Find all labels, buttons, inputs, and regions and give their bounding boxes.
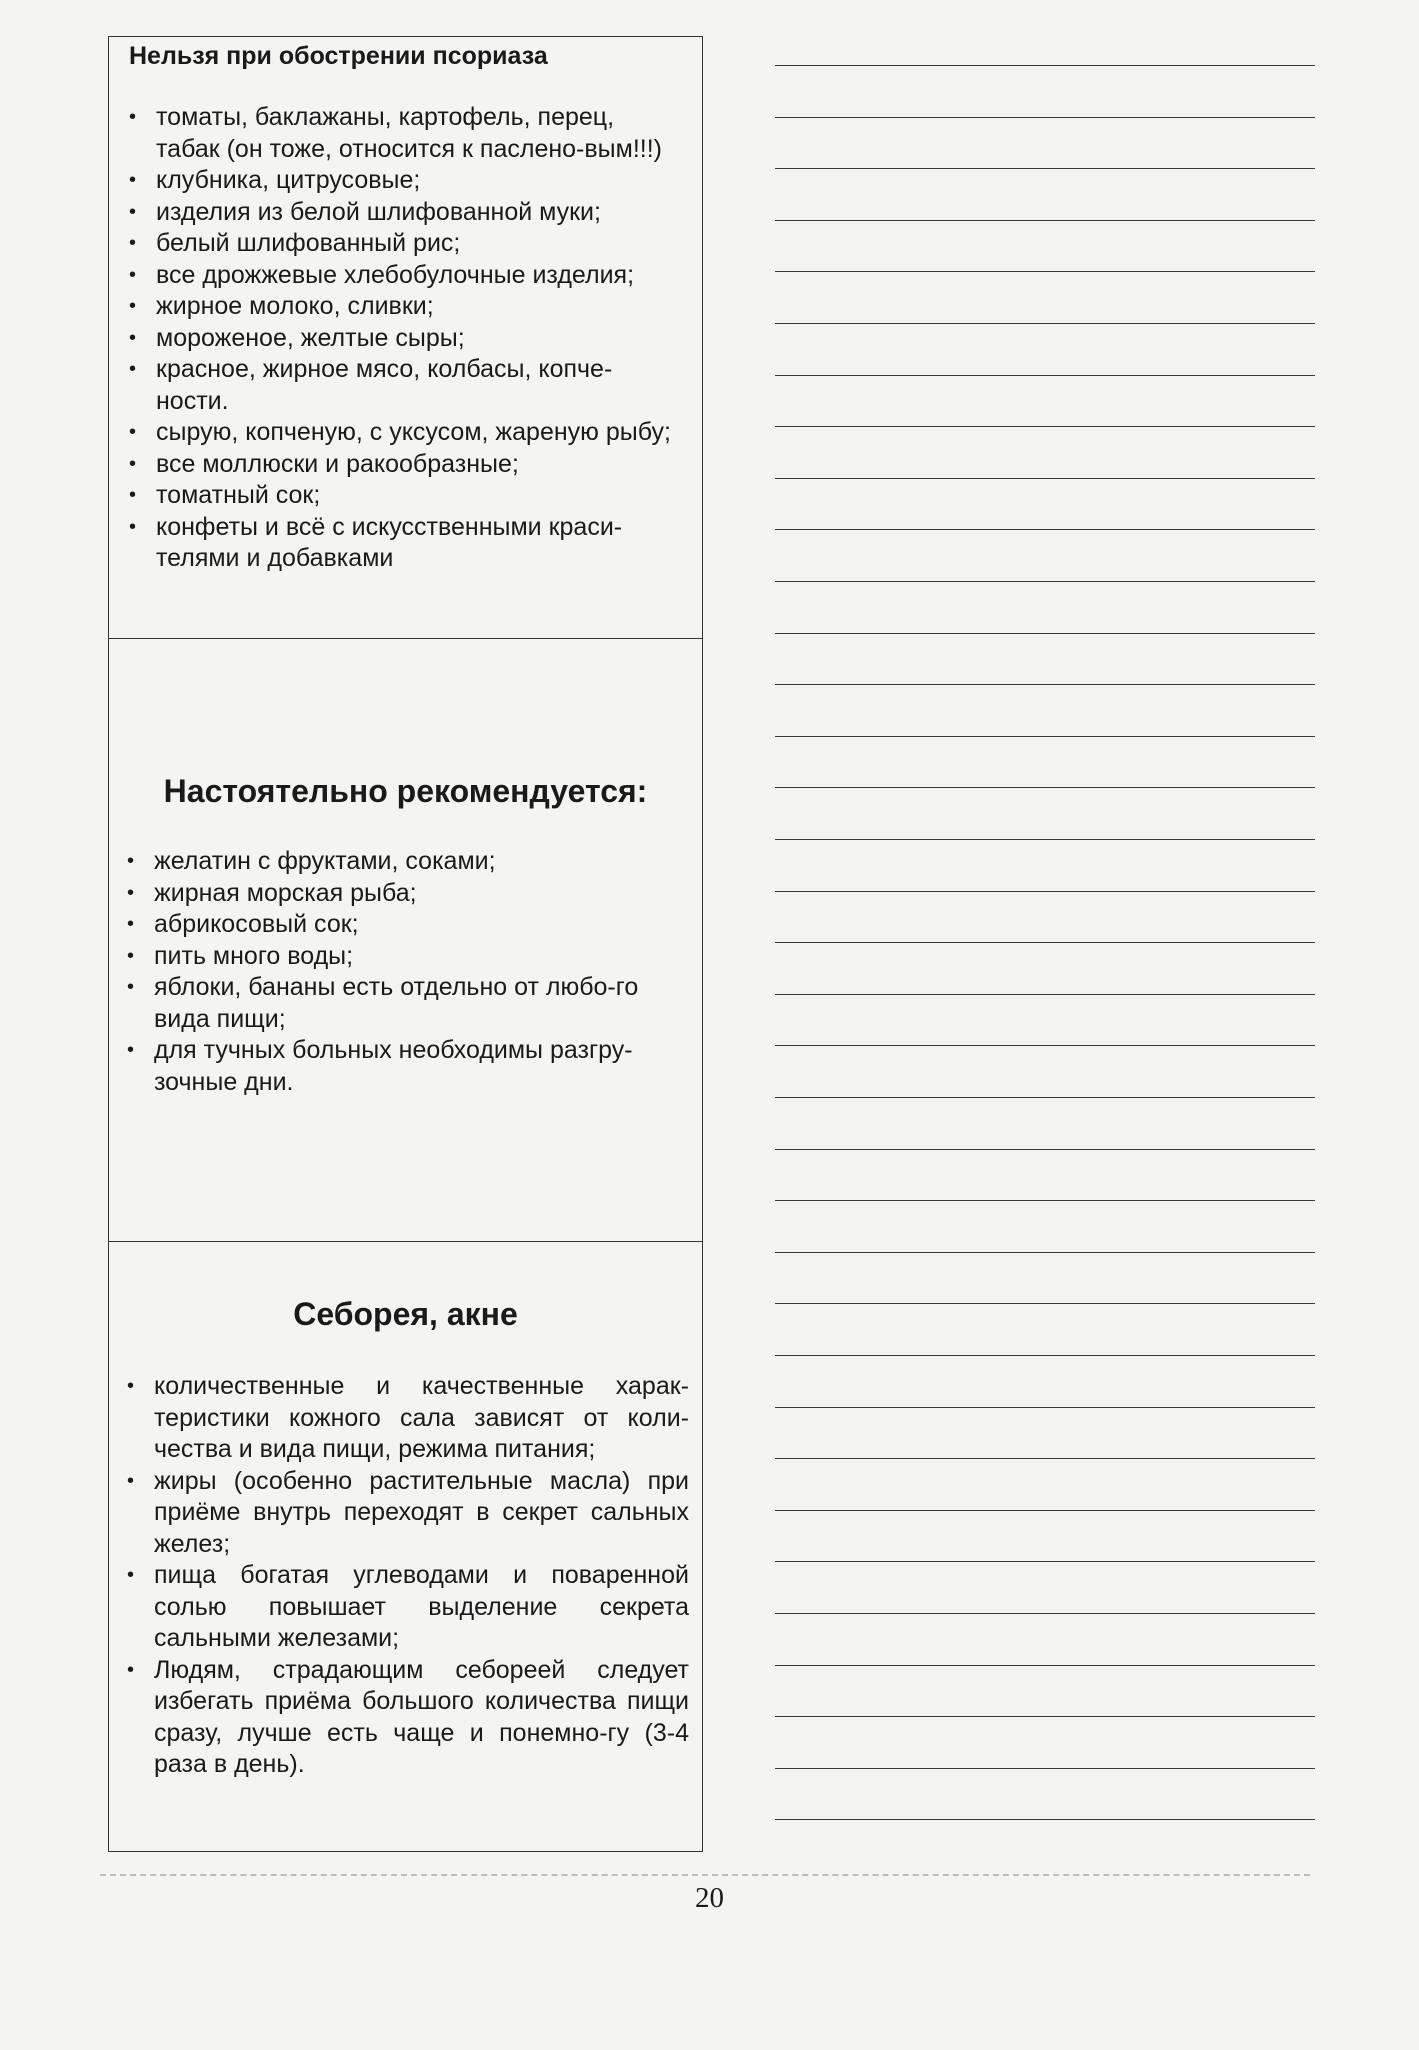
seborrhea-list	[117, 1371, 689, 1781]
list-item: • все моллюски и ракообразные;	[119, 449, 679, 481]
list-item: • Людям, страдающим себореей следует избегать приёма большого количества пищи сразу, лучше есть чаще и понемно-гу (3-4 раза в день).	[117, 1655, 689, 1781]
note-line	[775, 736, 1315, 737]
list-item: • жиры (особенно растительные масла) при приёме внутрь переходят в секрет сальных желез;	[117, 1466, 689, 1561]
note-line	[775, 168, 1315, 169]
list-item: • мороженое, желтые сыры;	[119, 323, 679, 355]
note-line	[775, 1613, 1315, 1614]
list-item: • конфеты и всё с искусственными краси-телями и добавками	[119, 512, 679, 575]
note-line	[775, 1768, 1315, 1769]
list-item: • томатный сок;	[119, 480, 679, 512]
list-item: • все дрожжевые хлебобулочные изделия;	[119, 260, 679, 292]
note-line	[775, 220, 1315, 221]
list-item: • белый шлифованный рис;	[119, 228, 679, 260]
note-line	[775, 1252, 1315, 1253]
note-line	[775, 271, 1315, 272]
section-seborrhea-acne	[108, 1240, 703, 1852]
list-item: • пить много воды;	[117, 941, 687, 973]
section-recommended	[108, 637, 703, 1242]
section-title: Настоятельно рекомендуется:	[163, 773, 648, 809]
list-item: • жирное молоко, сливки;	[119, 291, 679, 323]
note-line	[775, 994, 1315, 995]
note-line	[775, 1149, 1315, 1150]
recommended-list	[117, 846, 687, 1098]
list-item: • количественные и качественные харак-теристики кожного сала зависят от коли-чества и вида пищи, режима питания;	[117, 1371, 689, 1466]
note-line	[775, 375, 1315, 376]
list-item: • для тучных больных необходимы разгру-зочные дни.	[117, 1035, 687, 1098]
note-line	[775, 839, 1315, 840]
note-line	[775, 1716, 1315, 1717]
section-title: Себорея, акне	[293, 1296, 518, 1332]
list-item: • яблоки, бананы есть отдельно от любо-го вида пищи;	[117, 972, 687, 1035]
list-item: • пища богатая углеводами и поваренной солью повышает выделение секрета сальными железами;	[117, 1560, 689, 1655]
note-line	[775, 684, 1315, 685]
note-line	[775, 478, 1315, 479]
note-line	[775, 426, 1315, 427]
note-lines	[775, 0, 1315, 1850]
note-line	[775, 1097, 1315, 1098]
note-line	[775, 891, 1315, 892]
section-title: Нельзя при обострении псориаза	[129, 42, 548, 70]
list-item: • изделия из белой шлифованной муки;	[119, 197, 679, 229]
note-line	[775, 1819, 1315, 1820]
section-psoriasis-forbidden	[108, 36, 703, 639]
note-line	[775, 1561, 1315, 1562]
note-line	[775, 1355, 1315, 1356]
note-line	[775, 117, 1315, 118]
note-line	[775, 323, 1315, 324]
list-item: • желатин с фруктами, соками;	[117, 846, 687, 878]
forbidden-list	[119, 102, 679, 575]
list-item: • жирная морская рыба;	[117, 878, 687, 910]
note-line	[775, 1458, 1315, 1459]
footer-divider	[100, 1874, 1310, 1876]
list-item: • красное, жирное мясо, колбасы, копче-ности.	[119, 354, 679, 417]
note-line	[775, 787, 1315, 788]
note-line	[775, 633, 1315, 634]
note-line	[775, 942, 1315, 943]
note-line	[775, 1200, 1315, 1201]
note-line	[775, 529, 1315, 530]
note-line	[775, 65, 1315, 66]
page-number: 20	[695, 1882, 724, 1914]
note-line	[775, 1303, 1315, 1304]
list-item: • абрикосовый сок;	[117, 909, 687, 941]
list-item: • клубника, цитрусовые;	[119, 165, 679, 197]
note-line	[775, 1407, 1315, 1408]
note-line	[775, 1510, 1315, 1511]
list-item: • томаты, баклажаны, картофель, перец, табак (он тоже, относится к паслено-вым!!!)	[119, 102, 679, 165]
note-line	[775, 1045, 1315, 1046]
list-item: • сырую, копченую, с уксусом, жареную рыбу;	[119, 417, 679, 449]
note-line	[775, 1665, 1315, 1666]
note-line	[775, 581, 1315, 582]
